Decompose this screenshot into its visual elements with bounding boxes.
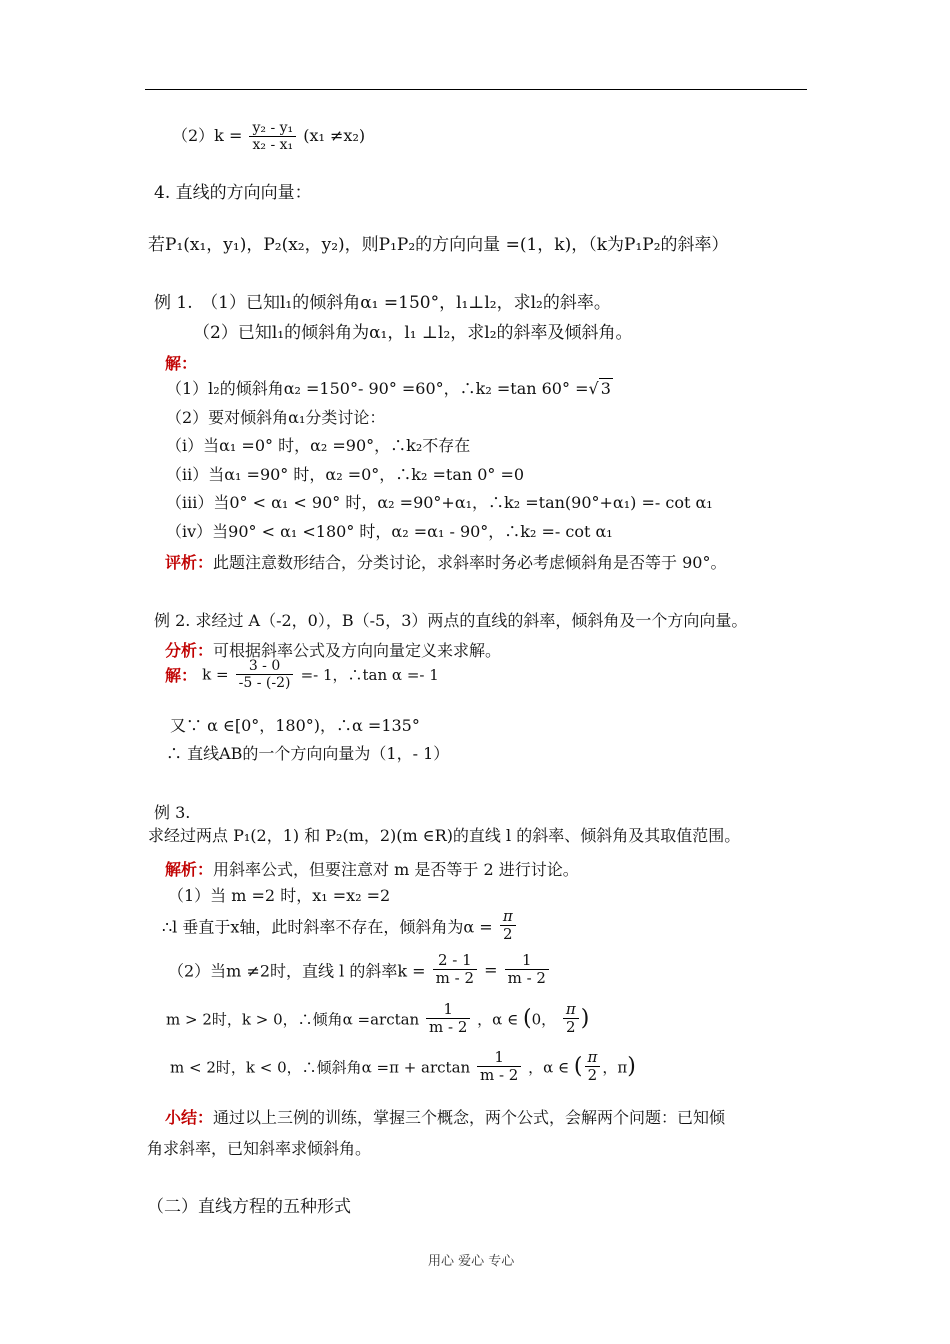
slope-formula-label: （2）k = (172, 126, 243, 146)
slope-formula (172, 120, 365, 153)
example-1-step-5: （iii）当0° < α₁ < 90° 时，α₂ =90°+α₁，∴k₂ =tan(90°+α₁) =- cot α₁ (166, 493, 713, 512)
example-3-line-2 (162, 908, 518, 944)
solution-label: 解： (165, 354, 198, 373)
interval-open-paren: ( (522, 1005, 532, 1031)
fraction-numerator: π (563, 1001, 579, 1019)
example-3-line-3 (168, 952, 551, 988)
solution-label: 解： (165, 666, 198, 686)
example-1-step-2: （2）要对倾斜角α₁分类讨论： (166, 408, 386, 427)
fraction-denominator: m - 2 (507, 969, 546, 988)
example-1-comment (165, 550, 726, 573)
fraction-numerator: 1 (426, 1001, 470, 1019)
sqrt-radicand: 3 (600, 379, 611, 398)
fraction-numerator: π (500, 908, 516, 926)
section-4-title: 4. 直线的方向向量： (154, 183, 312, 203)
section-2-title: （二）直线方程的五种形式 (147, 1197, 351, 1217)
interval-close-paren: ) (627, 1053, 636, 1079)
interval-upper-fraction (563, 1001, 579, 1037)
page-footer: 用心 爱心 专心 (428, 1254, 515, 1269)
slope-fraction-2 (505, 952, 549, 988)
example-2-question: 例 2. 求经过 A（-2，0），B（-5，3）两点的直线的斜率，倾斜角及一个方向向量。 (154, 611, 748, 630)
equals-sign: = (484, 960, 498, 980)
summary-text: 通过以上三例的训练，掌握三个概念，两个公式，会解两个问题：已知倾 (213, 1108, 726, 1127)
example-3-line-1: （1）当 m =2 时，x₁ =x₂ =2 (168, 886, 391, 905)
example-3-line-5 (170, 1049, 636, 1085)
slope-fraction-1 (433, 952, 477, 988)
line-text: m > 2时，k > 0，∴倾角α =arctan (166, 1010, 420, 1029)
k-rhs: =- 1，∴tan α =- 1 (300, 666, 439, 685)
interval-upper: ，π (602, 1058, 628, 1077)
fraction-numerator: y₂ - y₁ (249, 120, 296, 137)
sqrt-sign: √ (588, 379, 599, 398)
fraction-numerator: 2 - 1 (433, 952, 477, 970)
example-3-question: 求经过两点 P₁(2，1) 和 P₂(m，2)(m ∈R)的直线 l 的斜率、倾斜角及其取值范围。 (148, 826, 741, 845)
example-3-line-4 (166, 1001, 589, 1037)
arctan-fraction (426, 1001, 470, 1037)
fraction-numerator: 3 - 0 (236, 658, 294, 675)
slope-formula-condition: (x₁ ≠x₂) (303, 126, 366, 146)
summary-line-1 (165, 1105, 725, 1128)
summary-label: 小结： (165, 1108, 214, 1127)
example-2-line-2: 又∵ α ∈[0°，180°)，∴α =135° (170, 716, 420, 735)
interval-open-paren: ( (573, 1053, 583, 1079)
arctan-fraction (477, 1049, 521, 1085)
fraction-denominator: 2 (566, 1018, 576, 1037)
interval-prefix: ，α ∈ (528, 1058, 570, 1077)
fraction-denominator: -5 - (-2) (238, 675, 291, 692)
example-1-step-4: （ii）当α₁ =90° 时，α₂ =0°，∴k₂ =tan 0° =0 (166, 465, 525, 484)
example-1-question-2: （2）已知l₁的倾斜角为α₁，l₁ ⊥l₂，求l₂的斜率及倾斜角。 (193, 323, 633, 343)
interval-close-paren: ) (580, 1005, 590, 1031)
example-1-step-1 (166, 376, 613, 399)
interval-prefix: ，α ∈ (477, 1010, 519, 1029)
example-3-analysis (165, 857, 579, 880)
k-fraction (236, 658, 294, 691)
line-text: ∴l 垂直于x轴，此时斜率不存在，倾斜角为α = (162, 917, 493, 937)
fraction-denominator: m - 2 (429, 1018, 468, 1037)
analysis-label: 解析： (165, 860, 214, 879)
pi-over-two-fraction (500, 908, 516, 944)
slope-formula-fraction (249, 120, 296, 153)
fraction-denominator: m - 2 (479, 1066, 519, 1085)
example-1-question-1: 例 1. （1）已知l₁的倾斜角α₁ =150°，l₁⊥l₂，求l₂的斜率。 (154, 293, 611, 313)
example-3-label: 例 3. (154, 803, 191, 822)
fraction-denominator: x₂ - x₁ (252, 137, 294, 154)
example-1-step-6: （iv）当90° < α₁ <180° 时，α₂ =α₁ - 90°，∴k₂ =- cot α₁ (166, 522, 613, 541)
direction-vector-statement: 若P₁(x₁，y₁)，P₂(x₂，y₂)，则P₁P₂的方向向量 =(1，k)，（k为P₁P₂的斜率） (148, 235, 729, 255)
interval-lower: 0， (531, 1010, 557, 1029)
analysis-text: 可根据斜率公式及方向向量定义来求解。 (213, 641, 502, 660)
summary-line-2: 角求斜率，已知斜率求倾斜角。 (147, 1139, 372, 1158)
comment-label: 评析： (165, 553, 214, 572)
fraction-denominator: m - 2 (435, 969, 474, 988)
line-text: （2）当m ≠2时，直线 l 的斜率k = (168, 961, 426, 981)
interval-lower-fraction (585, 1049, 601, 1085)
analysis-text: 用斜率公式，但要注意对 m 是否等于 2 进行讨论。 (213, 860, 579, 879)
fraction-numerator: π (585, 1049, 601, 1067)
step-text: （1）l₂的倾斜角α₂ =150°- 90° =60°，∴k₂ =tan 60° = (166, 379, 589, 398)
comment-text: 此题注意数形结合，分类讨论，求斜率时务必考虑倾斜角是否等于 90°。 (213, 553, 727, 572)
fraction-numerator: 1 (505, 952, 549, 970)
fraction-denominator: 2 (502, 925, 513, 944)
k-lhs: k = (202, 665, 229, 684)
line-text: m < 2时，k < 0，∴倾斜角α =π + arctan (170, 1058, 471, 1077)
fraction-numerator: 1 (477, 1049, 521, 1067)
example-2-line-3: ∴ 直线AB的一个方向向量为（1，- 1） (166, 744, 450, 763)
analysis-label: 分析： (165, 641, 214, 660)
example-2-solution (165, 658, 439, 691)
header-rule (145, 89, 807, 90)
fraction-denominator: 2 (587, 1066, 598, 1085)
example-1-step-3: （i）当α₁ =0° 时，α₂ =90°，∴k₂不存在 (166, 436, 471, 455)
